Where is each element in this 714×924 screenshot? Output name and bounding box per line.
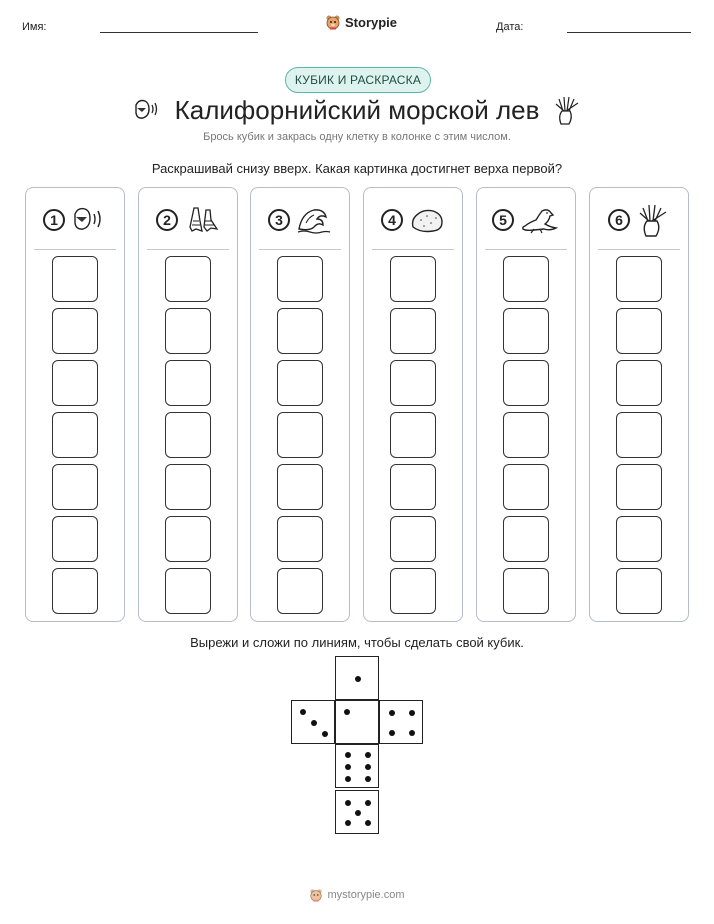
- color-cell[interactable]: [503, 256, 549, 302]
- color-cell[interactable]: [616, 412, 662, 458]
- color-cell[interactable]: [277, 464, 323, 510]
- die-pip: [365, 776, 371, 782]
- sea-lion-icon: [520, 205, 560, 235]
- color-cell[interactable]: [277, 516, 323, 562]
- die-pip: [365, 752, 371, 758]
- column-number: 3: [268, 209, 290, 231]
- die-pip: [345, 752, 351, 758]
- die-pip: [345, 800, 351, 806]
- die-pip: [311, 720, 317, 726]
- column-divider: [34, 249, 116, 250]
- column-number: 1: [43, 209, 65, 231]
- name-label: Имя:: [22, 21, 47, 33]
- sea-lion-bark-icon: [71, 205, 107, 235]
- date-label: Дата:: [496, 21, 524, 33]
- brand-name: Storypie: [345, 14, 398, 30]
- column-2: [138, 187, 238, 622]
- wave-icon: [296, 205, 332, 235]
- flippers-icon: [184, 205, 220, 235]
- color-cell[interactable]: [390, 360, 436, 406]
- die-face-6: [335, 744, 379, 788]
- color-cell[interactable]: [52, 516, 98, 562]
- color-cell[interactable]: [165, 516, 211, 562]
- column-1: [25, 187, 125, 622]
- page-title: Калифорнийский морской лев: [174, 94, 540, 125]
- die-pip: [345, 820, 351, 826]
- color-cell[interactable]: [616, 308, 662, 354]
- die-pip: [355, 810, 361, 816]
- color-cell[interactable]: [616, 256, 662, 302]
- column-header: [477, 202, 575, 238]
- color-cell[interactable]: [52, 256, 98, 302]
- color-cell[interactable]: [503, 360, 549, 406]
- color-cell[interactable]: [616, 516, 662, 562]
- die-face-1: [335, 656, 379, 700]
- sea-anemone-icon: [553, 94, 581, 126]
- column-divider: [147, 249, 229, 250]
- column-header: [139, 202, 237, 238]
- color-cell[interactable]: [165, 308, 211, 354]
- die-pip: [322, 731, 328, 737]
- color-cell[interactable]: [165, 412, 211, 458]
- color-cell[interactable]: [165, 256, 211, 302]
- color-cell[interactable]: [503, 464, 549, 510]
- die-face-5: [335, 790, 379, 834]
- column-divider: [598, 249, 680, 250]
- footer: [0, 888, 714, 902]
- column-4: [363, 187, 463, 622]
- die-pip: [365, 800, 371, 806]
- color-cell[interactable]: [390, 412, 436, 458]
- die-face-1-center: [335, 700, 379, 744]
- column-header: [26, 202, 124, 238]
- color-cell[interactable]: [165, 360, 211, 406]
- storypie-mascot-icon: [325, 14, 341, 30]
- color-cell[interactable]: [503, 308, 549, 354]
- color-cell[interactable]: [165, 568, 211, 614]
- column-number: 2: [156, 209, 178, 231]
- storypie-mascot-icon: [309, 888, 323, 902]
- color-cell[interactable]: [390, 516, 436, 562]
- color-cell[interactable]: [277, 256, 323, 302]
- die-pip: [300, 709, 306, 715]
- die-face-3: [291, 700, 335, 744]
- sea-lion-bark-icon: [133, 97, 161, 123]
- column-divider: [259, 249, 341, 250]
- color-cell[interactable]: [503, 516, 549, 562]
- subtitle: Брось кубик и закрась одну клетку в колонке с этим числом.: [203, 131, 511, 143]
- color-cell[interactable]: [52, 412, 98, 458]
- color-cell[interactable]: [277, 568, 323, 614]
- die-pip: [409, 730, 415, 736]
- color-cell[interactable]: [390, 568, 436, 614]
- color-cell[interactable]: [390, 464, 436, 510]
- die-pip: [409, 710, 415, 716]
- rock-icon: [409, 205, 445, 235]
- column-number: 4: [381, 209, 403, 231]
- instruction: Раскрашивай снизу вверх. Какая картинка достигнет верха первой?: [151, 161, 563, 176]
- color-cell[interactable]: [390, 308, 436, 354]
- title-row: [0, 92, 714, 128]
- column-divider: [372, 249, 454, 250]
- die-pip: [389, 710, 395, 716]
- color-cell[interactable]: [277, 412, 323, 458]
- color-cell[interactable]: [52, 568, 98, 614]
- column-6: [589, 187, 689, 622]
- color-cell[interactable]: [390, 256, 436, 302]
- die-pip: [345, 764, 351, 770]
- column-3: [250, 187, 350, 622]
- column-header: [251, 202, 349, 238]
- die-pip: [389, 730, 395, 736]
- color-cell[interactable]: [52, 464, 98, 510]
- die-pip: [355, 676, 361, 682]
- color-cell[interactable]: [52, 360, 98, 406]
- color-cell[interactable]: [616, 568, 662, 614]
- brand-logo: [325, 14, 397, 30]
- color-cell[interactable]: [503, 568, 549, 614]
- die-pip: [344, 709, 350, 715]
- date-line[interactable]: [567, 32, 691, 33]
- sea-anemone-icon: [636, 202, 670, 238]
- color-cell[interactable]: [52, 308, 98, 354]
- column-number: 6: [608, 209, 630, 231]
- column-number: 5: [492, 209, 514, 231]
- die-face-4: [379, 700, 423, 744]
- footer-url[interactable]: mystorypie.com: [327, 889, 405, 901]
- color-cell[interactable]: [277, 308, 323, 354]
- die-pip: [365, 820, 371, 826]
- activity-badge: КУБИК И РАСКРАСКА: [285, 67, 431, 93]
- column-divider: [485, 249, 567, 250]
- color-cell[interactable]: [277, 360, 323, 406]
- cut-instruction: Вырежи и сложи по линиям, чтобы сделать свой кубик.: [190, 635, 524, 650]
- color-cell[interactable]: [616, 464, 662, 510]
- column-header: [364, 202, 462, 238]
- color-cell[interactable]: [165, 464, 211, 510]
- column-5: [476, 187, 576, 622]
- column-header: [590, 202, 688, 238]
- name-line[interactable]: [100, 32, 258, 33]
- color-cell[interactable]: [616, 360, 662, 406]
- color-cell[interactable]: [503, 412, 549, 458]
- die-pip: [345, 776, 351, 782]
- die-pip: [365, 764, 371, 770]
